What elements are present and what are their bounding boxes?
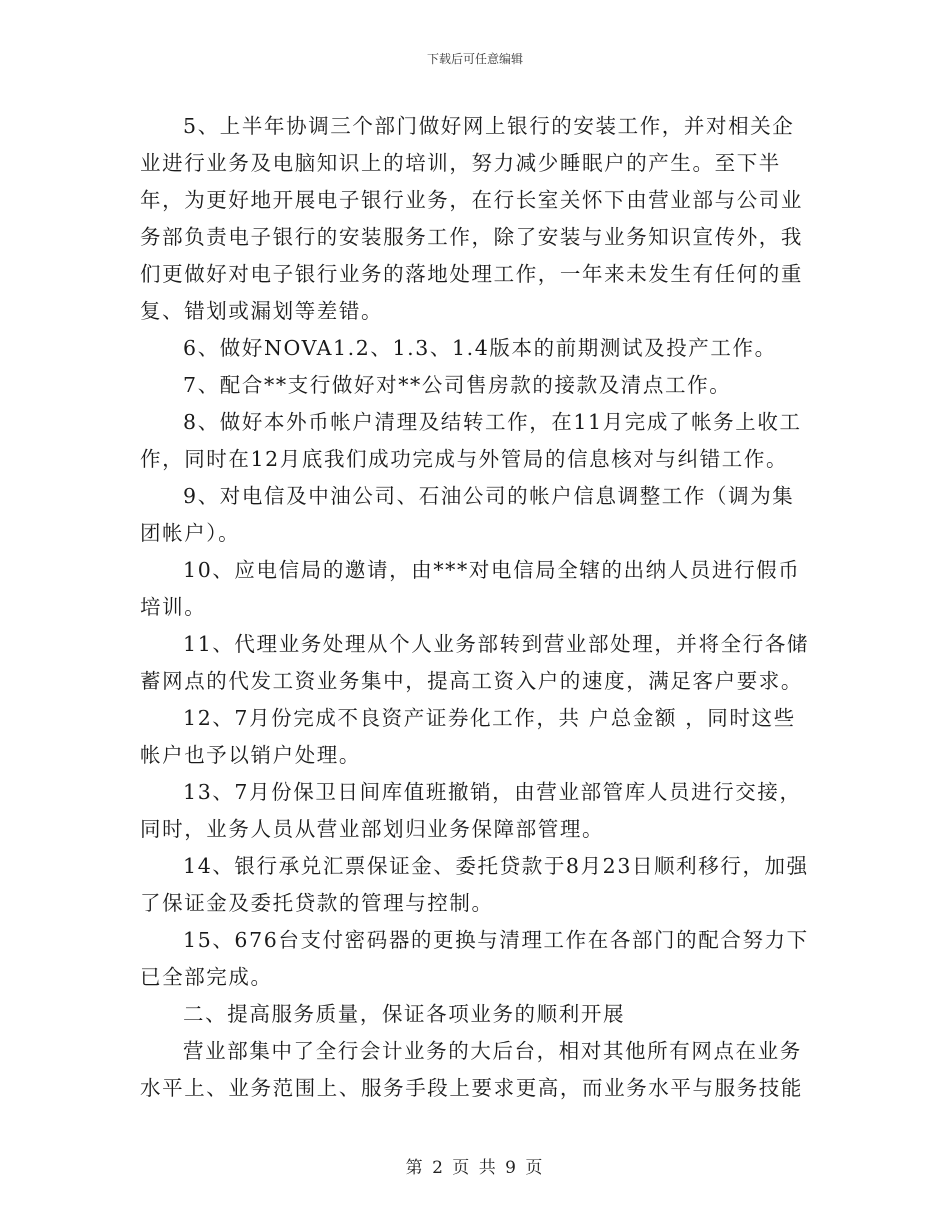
paragraph-body: 营业部集中了全行会计业务的大后台，相对其他所有网点在业务水平上、业务范围上、服务手段上要求更高，而业务水平与服务技能	[140, 1039, 803, 1100]
paragraph-item-5: 5、上半年协调三个部门做好网上银行的安装工作，并对相关企业进行业务及电脑知识上的培训，努力减少睡眠户的产生。至下半年，为更好地开展电子银行业务，在行长室关怀下由营业部与公司业务部负责电子银行的安装服务工作，除了安装与业务知识宣传外，我们更做好对电子银行业务的落地处理工作，一年来未发生有任何的重复、错划或漏划等差错。	[140, 114, 803, 323]
paragraph-item-11: 11、代理业务处理从个人业务部转到营业部处理，并将全行各储蓄网点的代发工资业务集中，提高工资入户的速度，满足客户要求。	[140, 632, 810, 693]
paragraph-item-7: 7、配合**支行做好对**公司售房款的接款及清点工作。	[183, 373, 732, 397]
page-header-note: 下载后可任意编辑	[426, 52, 523, 66]
section-heading: 二、提高服务质量，保证各项业务的顺利开展	[183, 1002, 626, 1026]
paragraph-item-12: 12、7月份完成不良资产证券化工作，共 户总金额 ，同时这些帐户也予以销户处理。	[140, 706, 796, 767]
paragraph-item-6: 6、做好NOVA1.2、1.3、1.4版本的前期测试及投产工作。	[183, 336, 777, 360]
paragraph-item-9: 9、对电信及中油公司、石油公司的帐户信息调整工作（调为集团帐户）。	[140, 484, 795, 545]
paragraph-item-14: 14、银行承兑汇票保证金、委托贷款于8月23日顺利移行，加强了保证金及委托贷款的管理与控制。	[140, 854, 809, 915]
document-body	[140, 108, 812, 1107]
paragraph-item-8: 8、做好本外币帐户清理及结转工作，在11月完成了帐务上收工作，同时在12月底我们成功完成与外管局的信息核对与纠错工作。	[140, 410, 802, 471]
page-footer-number: 第 2 页 共 9 页	[405, 1158, 545, 1178]
paragraph-item-13: 13、7月份保卫日间库值班撤销，由营业部管库人员进行交接，同时，业务人员从营业部划归业务保障部管理。	[140, 780, 802, 841]
paragraph-item-15: 15、676台支付密码器的更换与清理工作在各部门的配合努力下已全部完成。	[140, 928, 809, 989]
paragraph-item-10: 10、应电信局的邀请，由***对电信局全辖的出纳人员进行假币培训。	[140, 558, 801, 619]
